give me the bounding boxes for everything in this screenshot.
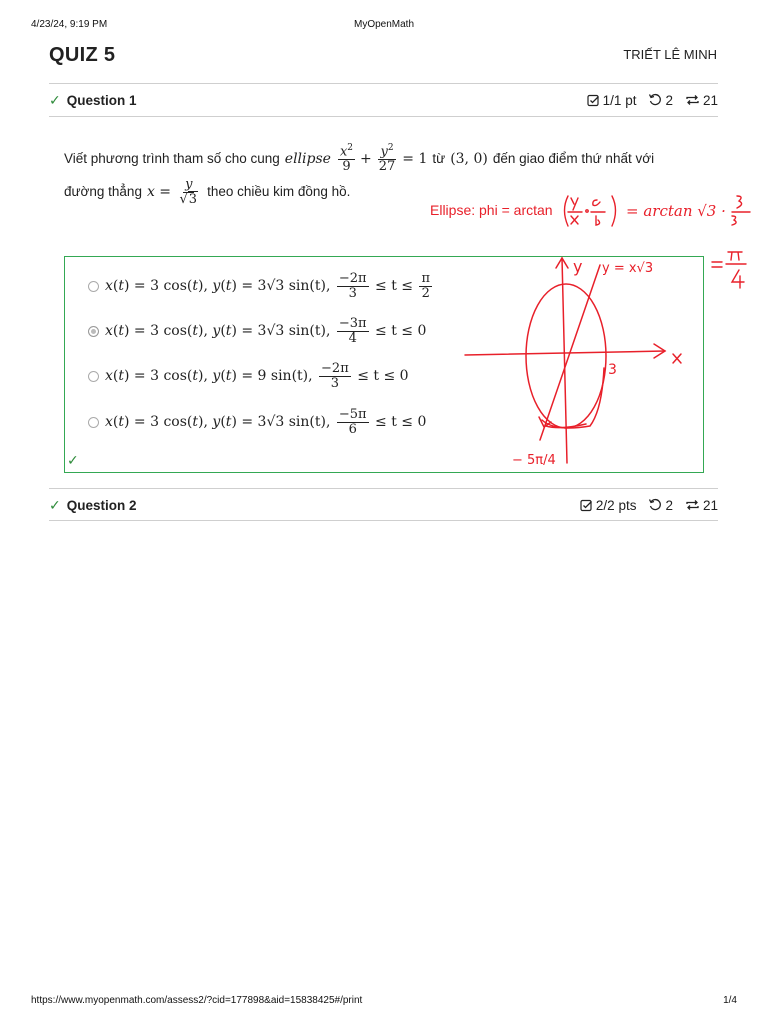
lower-denominator: 3	[348, 285, 357, 301]
choice-2[interactable]	[88, 313, 426, 349]
check-icon: ✓	[49, 91, 61, 108]
score-stat	[587, 93, 637, 108]
regen-text: 21	[702, 92, 718, 108]
regenerate-icon	[685, 93, 700, 107]
question-2-header[interactable]	[49, 489, 718, 521]
radio-button[interactable]	[88, 281, 99, 292]
question-text-b: từ	[432, 151, 446, 167]
lower-numerator: −3π	[338, 315, 367, 331]
upper-numerator: π	[421, 270, 431, 286]
relation: ≤ t ≤	[375, 323, 414, 339]
checkbox-icon	[580, 499, 593, 512]
page-number: 1/4	[723, 995, 737, 1006]
print-date: 4/23/24, 9:19 PM	[31, 19, 108, 30]
regen-stat	[685, 93, 718, 108]
angle-label: − 5π/4	[512, 453, 556, 468]
ellipse-equation: $\frac{x^2}{9}$ + $\frac{y^2}{27}$ = 1	[339, 143, 428, 174]
relation: ≤ t ≤	[375, 278, 414, 294]
question-2-label: Question 2	[66, 497, 137, 513]
lower-numerator: −5π	[338, 406, 367, 422]
y-expression: 9 sin(t),	[257, 368, 313, 384]
choice-expression: x ( t ) = 3 cos( t ), y ( t ) = 3√3 sin(t), $\frac{-3\pi}{4}$ ≤ t ≤ 0	[105, 315, 427, 346]
choice-expression: x ( t ) = 3 cos( t ), y ( t ) = 3√3 sin(t), $\frac{-2\pi}{3}$ ≤ t ≤ $\frac{\pi}{2}$	[105, 270, 431, 301]
print-site	[0, 19, 768, 30]
choice-expression: x ( t ) = 3 cos( t ), y ( t ) = 9 sin(t), $\frac{-2\pi}{3}$ ≤ t ≤ 0	[105, 360, 409, 391]
upper-denominator: 2	[421, 285, 430, 301]
question-text-d: đường thẳng	[64, 184, 142, 200]
tries-stat	[648, 93, 673, 108]
radio-button[interactable]	[88, 371, 99, 382]
lower-denominator: 4	[348, 330, 357, 346]
lower-denominator: 6	[348, 421, 357, 437]
question-text-line-1	[64, 144, 704, 174]
handwritten-note: Ellipse: phi = arctan	[430, 202, 553, 218]
radio-button[interactable]	[88, 417, 99, 428]
ellipse-word: ellipse	[284, 150, 331, 167]
line-equation: x = $\frac{y}{√3}$	[146, 177, 198, 207]
choice-expression: x ( t ) = 3 cos( t ), y ( t ) = 3√3 sin(t), $\frac{-5\pi}{6}$ ≤ t ≤ 0	[105, 406, 427, 437]
radio-button-selected[interactable]	[88, 326, 99, 337]
divider	[49, 116, 718, 117]
tries-text: 2	[665, 497, 673, 513]
y-expression: 3√3 sin(t),	[257, 323, 331, 339]
choice-4[interactable]	[88, 404, 426, 440]
upper-bound: 0	[417, 323, 427, 339]
question-text-e: theo chiều kim đồng hồ.	[207, 184, 351, 200]
lower-numerator: −2π	[338, 270, 367, 286]
question-text-c: đến giao điểm thứ nhất với	[492, 151, 655, 167]
line-label: y = x√3	[602, 261, 654, 276]
lower-numerator: −2π	[321, 360, 349, 376]
lower-denominator: 3	[330, 375, 340, 391]
y-axis-line	[562, 258, 567, 463]
upper-bound: 0	[417, 414, 427, 430]
relation: ≤ t ≤	[375, 414, 414, 430]
x-intercept-label: 3	[608, 362, 617, 378]
question-1-label: Question 1	[66, 92, 137, 108]
print-url: https://www.myopenmath.com/assess2/?cid=177898&aid=15838425#/print	[31, 995, 363, 1006]
score-stat	[580, 498, 637, 513]
user-name: TRIẾT LÊ MINH	[623, 47, 717, 62]
upper-bound: 0	[399, 368, 409, 384]
check-icon: ✓	[49, 496, 61, 513]
question-1-header[interactable]	[49, 84, 718, 116]
regenerate-icon	[685, 498, 700, 512]
regen-stat	[685, 498, 718, 513]
relation: ≤ t ≤	[357, 368, 396, 384]
start-point: (3, 0)	[450, 150, 488, 167]
quiz-title: QUIZ 5	[49, 44, 116, 66]
correct-check-icon: ✓	[67, 452, 79, 468]
checkbox-icon	[587, 94, 600, 107]
y-expression: 3√3 sin(t),	[257, 278, 331, 294]
tries-stat	[648, 498, 673, 513]
score-text: 1/1 pt	[602, 92, 637, 108]
divider	[49, 520, 718, 521]
tries-text: 2	[665, 92, 673, 108]
choice-1[interactable]	[88, 268, 434, 304]
site-name: MyOpenMath	[353, 19, 415, 30]
arctan-text: = arctan √3 ·	[626, 202, 726, 220]
y-axis-label: y	[573, 257, 583, 276]
score-text: 2/2 pts	[595, 497, 637, 513]
y-expression: 3√3 sin(t),	[257, 414, 331, 430]
retry-icon	[648, 93, 662, 107]
retry-icon	[648, 498, 662, 512]
choice-3[interactable]	[88, 358, 409, 394]
question-text-a: Viết phương trình tham số cho cung	[64, 151, 280, 167]
regen-text: 21	[702, 497, 718, 513]
handwritten-sketch	[460, 250, 700, 470]
